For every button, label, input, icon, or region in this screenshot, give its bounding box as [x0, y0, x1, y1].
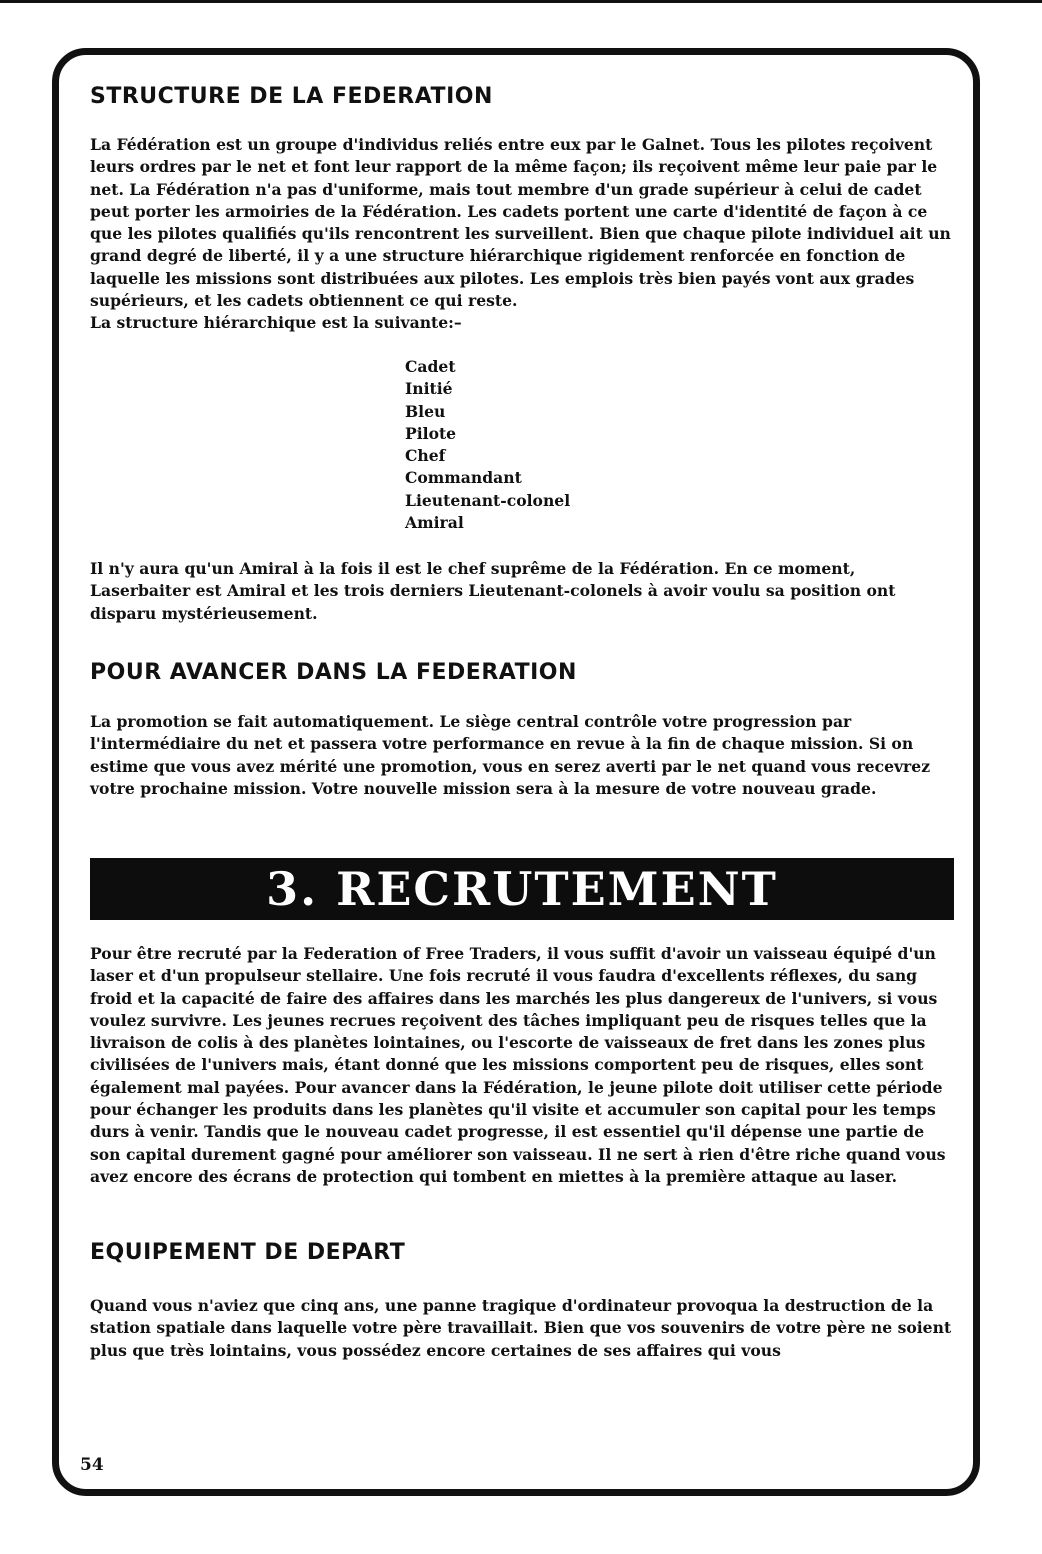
rank-item: Chef [405, 446, 446, 466]
rank-item: Bleu [405, 401, 446, 421]
structure-body: La Fédération est un groupe d'individus reliés entre eux par le Galnet. Tous les pilotes reçoivent leurs ordres par le net et font leur rapport de la même façon; ils reçoivent même leur paie par le net. La Fédération n'a pas d'uniforme, mais tout membre d'un grade supérieur à celui de cadet peut porter les armoiries de la Fédération. Les cadets portent une carte d'identité de façon à ce que les pilotes qualifiés qu'ils rencontrent les surveillent. Bien que chaque pilote individuel ait un grand degré de liberté, il y a une structure hiérarchique rigidement renforcée en fonction de laquelle les missions sont distribuées aux pilotes. Les emplois très bien payés vont aux grades supérieurs, et les cadets obtiennent ce qui reste. [90, 135, 951, 311]
paragraph-equipement: Quand vous n'aviez que cinq ans, une panne tragique d'ordinateur provoqua la destruction de la station spatiale dans laquelle votre père travaillait. Bien que vos souvenirs de votre père ne soient plus que très lointains, vous possédez encore certaines de ses affaires qui vous [90, 1296, 952, 1360]
paragraph-avancer: La promotion se fait automatiquement. Le siège central contrôle votre progression par l'intermédiaire du net et passera votre performance en revue à la fin de chaque mission. Si on estime que vous avez mérité une promotion, vous en serez averti par le net quand vous recevrez votre prochaine mission. Votre nouvelle mission sera à la mesure de votre nouveau grade. [90, 712, 931, 798]
rank-list [405, 356, 570, 534]
heading-equipement: EQUIPEMENT DE DEPART [90, 1240, 406, 1265]
page-number: 54 [80, 1455, 104, 1475]
rank-item: Commandant [405, 468, 522, 488]
rank-item: Initié [405, 379, 453, 399]
paragraph-amiral: Il n'y aura qu'un Amiral à la fois il est le chef suprême de la Fédération. En ce moment, Laserbaiter est Amiral et les trois derniers Lieutenant-colonels à avoir voulu sa position ont disparu mystérieusement. [90, 559, 896, 623]
chapter-title: 3. RECRUTEMENT [266, 862, 778, 916]
rank-item: Pilote [405, 423, 457, 443]
chapter-banner [90, 858, 954, 920]
structure-list-intro: La structure hiérarchique est la suivante:– [90, 313, 462, 333]
rank-item: Amiral [405, 513, 464, 533]
paragraph-structure [90, 134, 954, 335]
heading-avancer: POUR AVANCER DANS LA FEDERATION [90, 660, 577, 685]
heading-structure: STRUCTURE DE LA FEDERATION [90, 84, 493, 109]
paragraph-recrutement: Pour être recruté par la Federation of Free Traders, il vous suffit d'avoir un vaisseau équipé d'un laser et d'un propulseur stellaire. Une fois recruté il vous faudra d'excellents réflexes, du sang froid et la capacité de faire des affaires dans les marchés les plus dangereux de l'univers, si vous voulez survivre. Les jeunes recrues reçoivent des tâches impliquant peu de risques telles que la livraison de colis à des planètes lointaines, ou l'escorte de vaisseaux de fret dans les zones plus civilisées de l'univers mais, étant donné que les missions comportent peu de risques, elles sont également mal payées. Pour avancer dans la Fédération, le jeune pilote doit utiliser cette période pour échanger les produits dans les planètes qu'il visite et accumuler son capital pour les temps durs à venir. Tandis que le nouveau cadet progresse, il est essentiel qu'il dépense une partie de son capital durement gagné pour améliorer son vaisseau. Il ne sert à rien d'être riche quand vous avez encore des écrans de protection qui tombent en miettes à la première attaque au laser. [90, 944, 946, 1186]
rank-item: Cadet [405, 357, 456, 376]
rank-item: Lieutenant-colonel [405, 490, 571, 510]
top-rule [0, 0, 1042, 3]
